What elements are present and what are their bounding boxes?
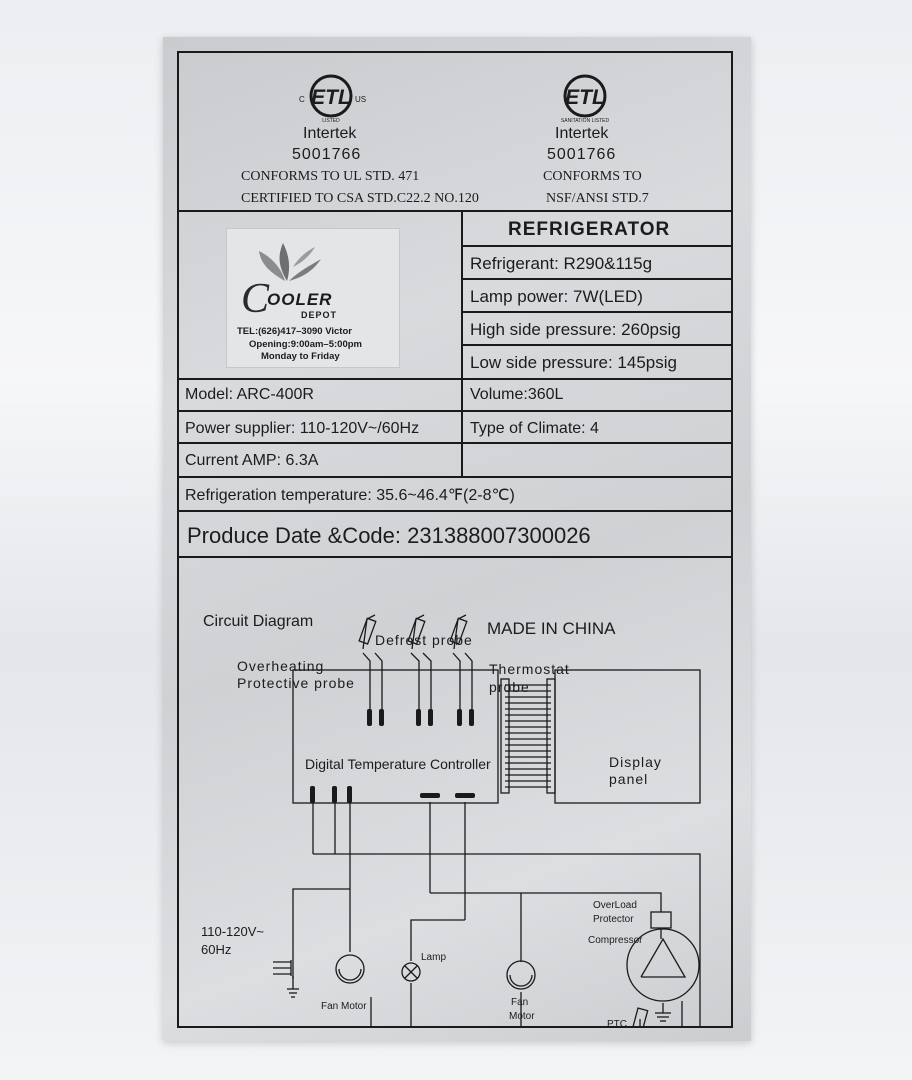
spec-climate: Type of Climate: 4 (470, 420, 599, 437)
circuit-title: Circuit Diagram (203, 613, 314, 630)
spec-title: REFRIGERATOR (508, 219, 671, 240)
logo-initial: C (241, 276, 270, 322)
intertek-left: Intertek (303, 125, 357, 142)
spec-power: Power supplier: 110-120V~/60Hz (185, 420, 420, 437)
label-display: Display (609, 754, 662, 770)
label-voltage: 110-120V~ (201, 924, 265, 939)
cert-line-left-2: CERTIFIED TO CSA STD.C22.2 NO.120 (241, 191, 479, 206)
spec-refrigerant: Refrigerant: R290&115g (470, 254, 653, 273)
circuit-diagram (163, 557, 751, 1027)
cert-line-right-2: NSF/ANSI STD.7 (546, 191, 649, 206)
label-frequency: 60Hz (201, 942, 232, 957)
etl-listed-mark-icon (291, 69, 371, 127)
svg-text:SANITATION LISTED: SANITATION LISTED (560, 118, 610, 124)
label-thermostat: Thermostat (489, 661, 570, 677)
cert-line-left-1: CONFORMS TO UL STD. 471 (241, 169, 420, 184)
svg-text:US: US (355, 95, 367, 104)
spec-low-pressure: Low side pressure: 145psig (470, 353, 677, 372)
label-display-panel: panel (609, 771, 649, 787)
made-in-china: MADE IN CHINA (487, 619, 616, 638)
spec-high-pressure: High side pressure: 260psig (470, 320, 681, 339)
svg-text:ETL: ETL (311, 86, 351, 109)
cert-number-left: 5001766 (292, 146, 362, 163)
label-fan-right: Fan (511, 997, 529, 1008)
label-lamp: Lamp (421, 952, 447, 963)
label-motor-right: Motor (509, 1011, 535, 1022)
logo-depot: DEPOT (301, 310, 338, 320)
label-defrost-probe: Defrost probe (375, 632, 473, 648)
svg-text:LISTED: LISTED (322, 118, 340, 124)
label-controller: Digital Temperature Controller (305, 756, 491, 772)
etl-sanitation-mark-icon (545, 69, 625, 127)
nameplate (163, 37, 751, 1041)
cooler-depot-logo (226, 228, 400, 368)
svg-text:C: C (299, 95, 305, 104)
produce-date-code: Produce Date &Code: 231388007300026 (187, 523, 591, 548)
cert-line-right-1: CONFORMS TO (543, 169, 642, 184)
label-compressor: Compressor (588, 935, 643, 946)
logo-days: Monday to Friday (261, 351, 340, 362)
label-ptc: PTC (607, 1019, 627, 1027)
label-protective-probe: Protective probe (237, 675, 355, 691)
logo-tel: TEL:(626)417–3090 Victor (237, 326, 352, 337)
spec-volume: Volume:360L (470, 386, 564, 403)
label-protector: Protector (593, 914, 634, 925)
spec-temperature: Refrigeration temperature: 35.6~46.4℉(2-8℃) (185, 487, 515, 504)
label-thermostat-probe: probe (489, 679, 530, 695)
logo-name: OOLER (267, 290, 333, 309)
spec-current: Current AMP: 6.3A (185, 452, 319, 469)
intertek-right: Intertek (555, 125, 609, 142)
logo-opening: Opening:9:00am–5:00pm (249, 339, 362, 350)
cert-number-right: 5001766 (547, 146, 617, 163)
label-overheating: Overheating (237, 658, 325, 674)
label-fan-motor-left: Fan Motor (321, 1001, 367, 1012)
svg-text:ETL: ETL (565, 86, 605, 109)
label-overload: OverLoad (593, 900, 637, 911)
spec-lamp-power: Lamp power: 7W(LED) (470, 287, 643, 306)
spec-model: Model: ARC-400R (185, 386, 314, 403)
